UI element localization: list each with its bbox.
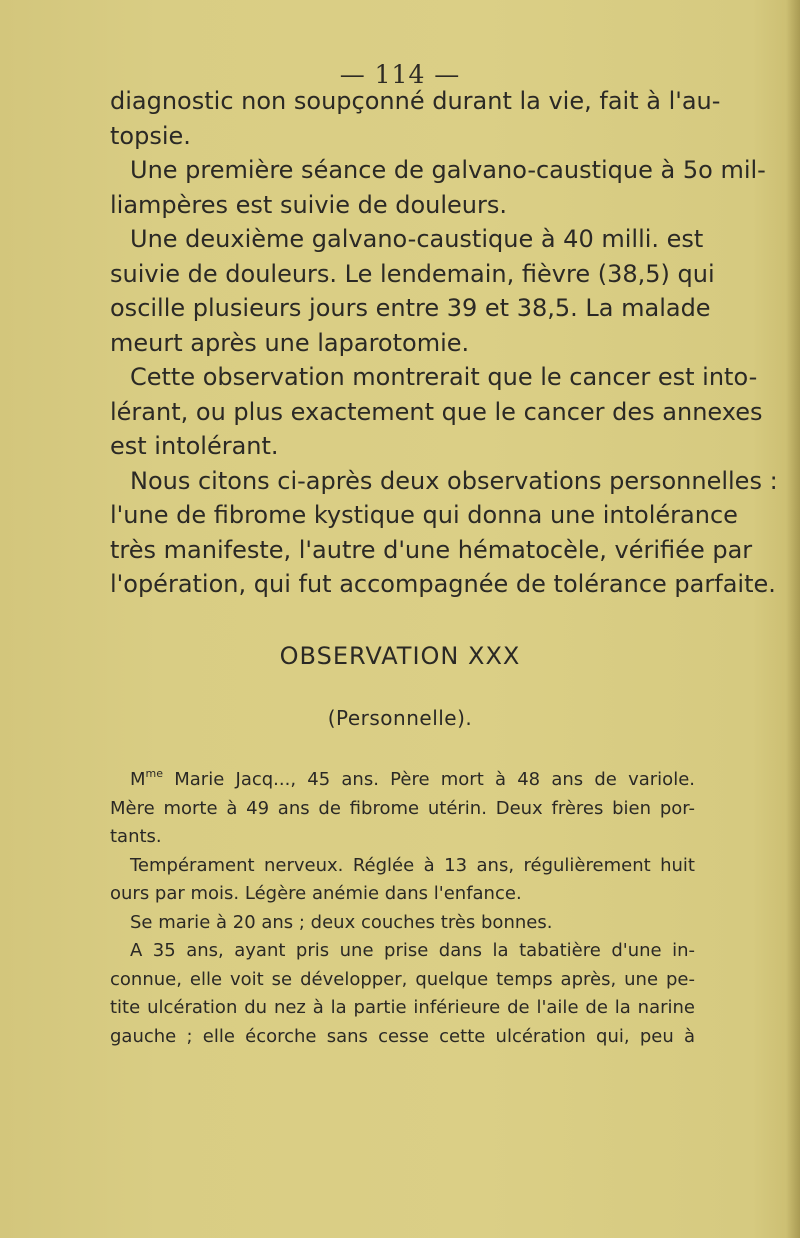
page-edge-shadow: [786, 0, 800, 1238]
text-line: topsie.: [110, 121, 191, 150]
top-text-block: [110, 84, 778, 602]
text-line: Une deuxième galvano-caustique à 40 milli. est: [130, 225, 704, 253]
text-line: diagnostic non soupçonné durant la vie, fait à l'au-: [110, 87, 721, 115]
text-line: liampères est suivie de douleurs.: [110, 190, 508, 219]
text-line: Tempérament nerveux. Réglée à 13 ans, régulièrement huit: [130, 854, 695, 876]
text-line: l'une de fibrome kystique qui donna une intolérance: [110, 501, 738, 529]
text-line: Une première séance de galvano-caustique à 5o mil-: [130, 156, 766, 184]
text-line: connue, elle voit se développer, quelque temps après, une pe-: [110, 968, 695, 990]
page-number: — 114 —: [339, 60, 461, 89]
text-line: meurt après une laparotomie.: [110, 328, 470, 357]
text-line: tite ulcération du nez à la partie inférieure de l'aile de la narine: [110, 997, 695, 1018]
text-line: [110, 766, 695, 795]
text-line: est intolérant.: [110, 432, 279, 460]
text-line: Nous citons ci-après deux observations personnelles :: [130, 466, 778, 495]
observation-text-block: [110, 766, 695, 1051]
text-line: Mère morte à 49 ans de fibrome utérin. Deux frères bien por-: [110, 797, 695, 819]
observation-subtitle: (Personnelle).: [327, 706, 473, 730]
text-line: suivie de douleurs. Le lendemain, fièvre (38,5) qui: [110, 259, 715, 288]
text-line: oscille plusieurs jours entre 39 et 38,5. La malade: [110, 294, 711, 322]
text-line: Se marie à 20 ans ; deux couches très bonnes.: [130, 911, 553, 933]
text-line: très manifeste, l'autre d'une hématocèle, vérifiée par: [110, 535, 753, 564]
text-line: gauche ; elle écorche sans cesse cette ulcération qui, peu à: [110, 1025, 695, 1047]
text-line-content: Marie Jacq..., 45 ans. Père mort à 48 ans de variole.: [174, 769, 695, 790]
observation-title: OBSERVATION XXX: [279, 642, 521, 670]
text-line: ours par mois. Légère anémie dans l'enfance.: [110, 883, 522, 904]
text-line: l'opération, qui fut accompagnée de tolérance parfaite.: [110, 570, 776, 598]
honorific-superscript: me: [145, 767, 164, 780]
honorific: M: [130, 769, 146, 790]
text-line: tants.: [110, 826, 162, 847]
text-line: lérant, ou plus exactement que le cancer des annexes: [110, 397, 763, 426]
text-line: A 35 ans, ayant pris une prise dans la tabatière d'une in-: [130, 940, 695, 961]
text-line: Cette observation montrerait que le cancer est into-: [130, 363, 758, 391]
